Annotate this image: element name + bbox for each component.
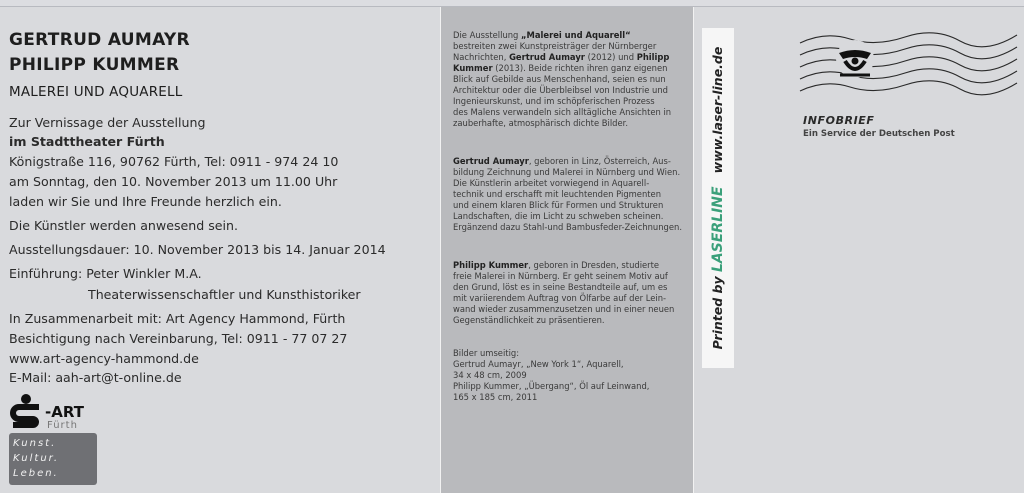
introduction-role-line: Theaterwissenschaftler und Kunsthistoriker xyxy=(88,287,361,302)
invite-line: Zur Vernissage der Ausstellung xyxy=(9,115,206,130)
middle-text-line: Ingenieurskunst, und im schöpferischen Prozess xyxy=(453,96,655,106)
sparkasse-s-icon xyxy=(9,393,45,433)
invite-line-2: laden wir Sie und Ihre Freunde herzlich ein. xyxy=(9,194,282,209)
introduction-line: Einführung: Peter Winkler M.A. xyxy=(9,266,202,281)
viewing-line: Besichtigung nach Vereinbarung, Tel: 0911 - 77 07 27 xyxy=(9,331,348,346)
middle-text-line: Kummer (2013). Beide richten ihren ganz eigenen xyxy=(453,63,668,73)
middle-text-line: Die Ausstellung „Malerei und Aquarell“ xyxy=(453,30,631,40)
middle-text-line: wand wieder zusammenzusetzen und in einer neuen xyxy=(453,304,675,314)
middle-text-line: bestreiten zwei Kunstpreisträger der Nürnberger xyxy=(453,41,657,51)
venue-line: im Stadttheater Fürth xyxy=(9,134,165,149)
middle-text-line: des Malens verwandeln sich alltägliche Ansichten in xyxy=(453,107,672,117)
laserline-brand: LASERLINE xyxy=(710,186,726,273)
infobrief-subtitle: Ein Service der Deutschen Post xyxy=(803,129,955,139)
middle-text-line: mit variierendem Auftrag von Ölfarbe auf der Lein- xyxy=(453,293,667,303)
logo-slogan-2: Kultur. xyxy=(13,453,60,464)
middle-text-line: Gertrud Aumayr, „New York 1“, Aquarell, xyxy=(453,359,624,369)
address-line: Königstraße 116, 90762 Fürth, Tel: 0911 - 974 24 10 xyxy=(9,154,339,169)
middle-text-line: Philipp Kummer, geboren in Dresden, studierte xyxy=(453,260,660,270)
middle-text-line: Philipp Kummer, „Übergang“, Öl auf Leinwand, xyxy=(453,381,650,391)
date-line: am Sonntag, den 10. November 2013 um 11.00 Uhr xyxy=(9,174,338,189)
infobrief-title: INFOBRIEF xyxy=(803,114,875,127)
middle-text-line: freie Malerei in Nürnberg. Er geht seinem Motiv auf xyxy=(453,271,668,281)
middle-text-line: Blick auf Gebilde aus Menschenhand, seien es nun xyxy=(453,74,666,84)
collaboration-line: In Zusammenarbeit mit: Art Agency Hammond, Fürth xyxy=(9,311,346,326)
middle-text-line: Die Künstlerin arbeitet vorwiegend in Aquarell- xyxy=(453,178,650,188)
middle-text-line: Gertrud Aumayr, geboren in Linz, Österreich, Aus- xyxy=(453,156,671,166)
printer-prefix: Printed by xyxy=(710,272,725,350)
middle-text-line: 165 x 185 cm, 2011 xyxy=(453,392,538,402)
middle-text-line: den Grund, löst es in seine Bestandteile auf, um es xyxy=(453,282,668,292)
fold-line-right xyxy=(693,7,694,493)
middle-text-line: zauberhafte, atmosphärisch dichte Bilder. xyxy=(453,118,628,128)
artist-name-1: GERTRUD AUMAYR xyxy=(9,30,190,50)
middle-text-line: Landschaften, die im Licht zu schweben scheinen. xyxy=(453,211,664,221)
s-art-logo xyxy=(9,393,97,485)
middle-text-line: 34 x 48 cm, 2009 xyxy=(453,370,527,380)
logo-slogan-3: Leben. xyxy=(13,468,59,479)
artists-present-line: Die Künstler werden anwesend sein. xyxy=(9,218,239,233)
middle-text-line: Ergänzend dazu Stahl-und Bambusfeder-Zeichnungen. xyxy=(453,222,682,232)
duration-line: Ausstellungsdauer: 10. November 2013 bis 14. Januar 2014 xyxy=(9,242,386,257)
middle-text-line: Gegenständlichkeit zu präsentieren. xyxy=(453,315,605,325)
middle-text-line: Architektur oder die Überbleibsel von Industrie und xyxy=(453,85,668,95)
fold-line-left xyxy=(440,7,441,493)
middle-text-line: bildung Zeichnung und Malerei in Nürnberg und Wien. xyxy=(453,167,681,177)
middle-text-line: technik und erschafft mit leuchtenden Pigmenten xyxy=(453,189,661,199)
logo-slogan-1: Kunst. xyxy=(13,438,57,449)
website-line: www.art-agency-hammond.de xyxy=(9,351,199,366)
logo-slogan-box xyxy=(9,433,97,485)
artist-name-2: PHILIPP KUMMER xyxy=(9,55,180,75)
logo-art-text: -ART xyxy=(45,403,84,421)
middle-text-line: Nachrichten, Gertrud Aumayr (2012) und Philipp xyxy=(453,52,670,62)
middle-text-line: Bilder umseitig: xyxy=(453,348,520,358)
middle-text-line: und einem klaren Blick für Formen und Strukturen xyxy=(453,200,664,210)
logo-furth-text: Fürth xyxy=(47,420,78,431)
post-horn-stamp-icon xyxy=(795,25,1020,115)
exhibition-title: MALEREI UND AQUARELL xyxy=(9,84,183,100)
printer-url: www.laser-line.de xyxy=(710,46,725,174)
printer-credit xyxy=(710,47,726,350)
email-line: E-Mail: aah-art@t-online.de xyxy=(9,370,182,385)
